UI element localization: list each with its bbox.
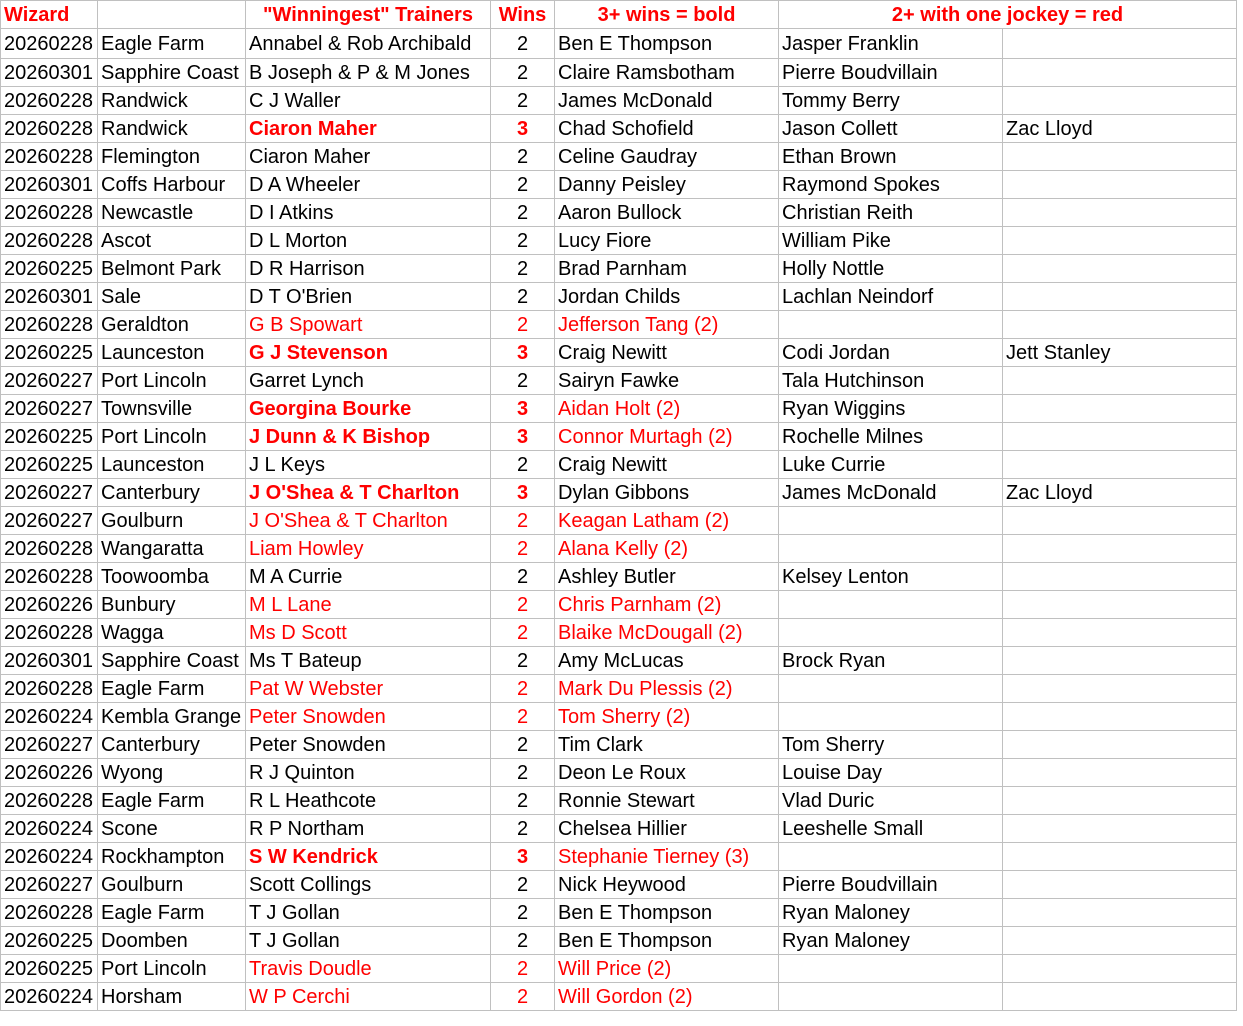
cell-venue[interactable]: Wyong: [98, 759, 246, 787]
cell-trainer[interactable]: J O'Shea & T Charlton: [246, 479, 491, 507]
cell-trainer[interactable]: Liam Howley: [246, 535, 491, 563]
cell-jockey-3[interactable]: [1003, 59, 1237, 87]
cell-jockey-3[interactable]: Zac Lloyd: [1003, 115, 1237, 143]
cell-venue[interactable]: Belmont Park: [98, 255, 246, 283]
cell-jockey-1[interactable]: Chris Parnham (2): [555, 591, 779, 619]
cell-jockey-1[interactable]: Tom Sherry (2): [555, 703, 779, 731]
cell-date[interactable]: 20260301: [1, 59, 98, 87]
cell-jockey-3[interactable]: [1003, 395, 1237, 423]
table-row: [1, 199, 1237, 227]
cell-jockey-1[interactable]: Alana Kelly (2): [555, 535, 779, 563]
cell-wins[interactable]: 2: [491, 171, 555, 199]
cell-trainer[interactable]: S W Kendrick: [246, 843, 491, 871]
cell-wins[interactable]: 2: [491, 563, 555, 591]
cell-venue[interactable]: Randwick: [98, 87, 246, 115]
table-row: [1, 507, 1237, 535]
header-wizard[interactable]: Wizard: [1, 1, 98, 29]
cell-jockey-3[interactable]: [1003, 171, 1237, 199]
cell-venue[interactable]: Launceston: [98, 451, 246, 479]
cell-jockey-3[interactable]: [1003, 815, 1237, 843]
cell-venue[interactable]: Flemington: [98, 143, 246, 171]
cell-jockey-2[interactable]: Ethan Brown: [779, 143, 1003, 171]
cell-wins[interactable]: 2: [491, 703, 555, 731]
cell-date[interactable]: 20260228: [1, 619, 98, 647]
cell-date[interactable]: 20260301: [1, 647, 98, 675]
cell-venue[interactable]: Newcastle: [98, 199, 246, 227]
cell-jockey-2[interactable]: [779, 507, 1003, 535]
cell-jockey-2[interactable]: [779, 591, 1003, 619]
header-bold-rule[interactable]: 3+ wins = bold: [555, 1, 779, 29]
cell-jockey-1[interactable]: Ben E Thompson: [555, 927, 779, 955]
cell-date[interactable]: 20260228: [1, 787, 98, 815]
cell-jockey-2[interactable]: [779, 983, 1003, 1011]
cell-date[interactable]: 20260301: [1, 283, 98, 311]
table-row: [1, 759, 1237, 787]
header-wins[interactable]: Wins: [491, 1, 555, 29]
cell-trainer[interactable]: Peter Snowden: [246, 703, 491, 731]
cell-jockey-1[interactable]: Ronnie Stewart: [555, 787, 779, 815]
cell-venue[interactable]: Sapphire Coast: [98, 647, 246, 675]
table-row: [1, 955, 1237, 983]
table-row: [1, 843, 1237, 871]
cell-jockey-1[interactable]: Brad Parnham: [555, 255, 779, 283]
cell-jockey-2[interactable]: Jason Collett: [779, 115, 1003, 143]
cell-jockey-1[interactable]: Will Price (2): [555, 955, 779, 983]
table-row: [1, 787, 1237, 815]
table-row: [1, 563, 1237, 591]
cell-jockey-1[interactable]: Keagan Latham (2): [555, 507, 779, 535]
table-row: [1, 479, 1237, 507]
table-row: [1, 143, 1237, 171]
header-venue[interactable]: [98, 1, 246, 29]
cell-date[interactable]: 20260228: [1, 535, 98, 563]
cell-jockey-1[interactable]: Craig Newitt: [555, 451, 779, 479]
cell-jockey-2[interactable]: Pierre Boudvillain: [779, 59, 1003, 87]
cell-date[interactable]: 20260301: [1, 171, 98, 199]
cell-jockey-1[interactable]: Ashley Butler: [555, 563, 779, 591]
cell-date[interactable]: 20260225: [1, 255, 98, 283]
cell-trainer[interactable]: Ciaron Maher: [246, 143, 491, 171]
table-row: [1, 451, 1237, 479]
cell-trainer[interactable]: J L Keys: [246, 451, 491, 479]
cell-jockey-2[interactable]: [779, 703, 1003, 731]
cell-wins[interactable]: 3: [491, 423, 555, 451]
table-row: [1, 535, 1237, 563]
cell-jockey-2[interactable]: Vlad Duric: [779, 787, 1003, 815]
cell-jockey-3[interactable]: [1003, 199, 1237, 227]
table-row: [1, 983, 1237, 1011]
table-row: [1, 87, 1237, 115]
cell-wins[interactable]: 2: [491, 227, 555, 255]
cell-jockey-2[interactable]: Tala Hutchinson: [779, 367, 1003, 395]
cell-date[interactable]: 20260224: [1, 815, 98, 843]
cell-jockey-3[interactable]: [1003, 955, 1237, 983]
cell-jockey-3[interactable]: [1003, 87, 1237, 115]
cell-trainer[interactable]: J O'Shea & T Charlton: [246, 507, 491, 535]
cell-jockey-3[interactable]: [1003, 871, 1237, 899]
cell-wins[interactable]: 2: [491, 983, 555, 1011]
cell-jockey-3[interactable]: [1003, 899, 1237, 927]
cell-trainer[interactable]: D I Atkins: [246, 199, 491, 227]
cell-date[interactable]: 20260225: [1, 955, 98, 983]
cell-jockey-3[interactable]: [1003, 675, 1237, 703]
table-row: [1, 899, 1237, 927]
cell-jockey-3[interactable]: [1003, 927, 1237, 955]
cell-jockey-1[interactable]: Stephanie Tierney (3): [555, 843, 779, 871]
cell-jockey-1[interactable]: Aidan Holt (2): [555, 395, 779, 423]
cell-jockey-1[interactable]: Jefferson Tang (2): [555, 311, 779, 339]
cell-wins[interactable]: 2: [491, 311, 555, 339]
cell-venue[interactable]: Port Lincoln: [98, 955, 246, 983]
cell-trainer[interactable]: Peter Snowden: [246, 731, 491, 759]
cell-trainer[interactable]: D A Wheeler: [246, 171, 491, 199]
cell-jockey-3[interactable]: [1003, 283, 1237, 311]
cell-venue[interactable]: Eagle Farm: [98, 899, 246, 927]
table-row: [1, 339, 1237, 367]
cell-wins[interactable]: 2: [491, 759, 555, 787]
cell-wins[interactable]: 2: [491, 955, 555, 983]
cell-jockey-1[interactable]: James McDonald: [555, 87, 779, 115]
cell-date[interactable]: 20260225: [1, 339, 98, 367]
cell-jockey-3[interactable]: [1003, 787, 1237, 815]
cell-venue[interactable]: Canterbury: [98, 731, 246, 759]
cell-trainer[interactable]: G J Stevenson: [246, 339, 491, 367]
cell-wins[interactable]: 2: [491, 815, 555, 843]
cell-date[interactable]: 20260228: [1, 227, 98, 255]
cell-wins[interactable]: 3: [491, 339, 555, 367]
cell-wins[interactable]: 2: [491, 59, 555, 87]
cell-venue[interactable]: Port Lincoln: [98, 423, 246, 451]
cell-trainer[interactable]: D L Morton: [246, 227, 491, 255]
cell-date[interactable]: 20260228: [1, 115, 98, 143]
cell-jockey-2[interactable]: [779, 955, 1003, 983]
cell-jockey-3[interactable]: [1003, 507, 1237, 535]
cell-date[interactable]: 20260226: [1, 759, 98, 787]
cell-jockey-2[interactable]: Luke Currie: [779, 451, 1003, 479]
cell-jockey-2[interactable]: Tom Sherry: [779, 731, 1003, 759]
cell-venue[interactable]: Doomben: [98, 927, 246, 955]
cell-jockey-2[interactable]: Lachlan Neindorf: [779, 283, 1003, 311]
header-row: [1, 1, 1237, 29]
cell-date[interactable]: 20260225: [1, 423, 98, 451]
cell-venue[interactable]: Wagga: [98, 619, 246, 647]
cell-trainer[interactable]: R P Northam: [246, 815, 491, 843]
cell-date[interactable]: 20260226: [1, 591, 98, 619]
cell-venue[interactable]: Toowoomba: [98, 563, 246, 591]
cell-trainer[interactable]: Pat W Webster: [246, 675, 491, 703]
table-row: [1, 815, 1237, 843]
cell-wins[interactable]: 3: [491, 395, 555, 423]
table-row: [1, 675, 1237, 703]
cell-jockey-3[interactable]: [1003, 143, 1237, 171]
cell-wins[interactable]: 2: [491, 507, 555, 535]
cell-trainer[interactable]: Scott Collings: [246, 871, 491, 899]
cell-trainer[interactable]: R J Quinton: [246, 759, 491, 787]
cell-jockey-2[interactable]: Brock Ryan: [779, 647, 1003, 675]
cell-trainer[interactable]: C J Waller: [246, 87, 491, 115]
cell-venue[interactable]: Canterbury: [98, 479, 246, 507]
cell-jockey-3[interactable]: Jett Stanley: [1003, 339, 1237, 367]
cell-jockey-3[interactable]: [1003, 591, 1237, 619]
cell-date[interactable]: 20260227: [1, 367, 98, 395]
cell-jockey-2[interactable]: Christian Reith: [779, 199, 1003, 227]
cell-wins[interactable]: 2: [491, 675, 555, 703]
table-row: [1, 423, 1237, 451]
table-row: [1, 311, 1237, 339]
cell-wins[interactable]: 2: [491, 871, 555, 899]
cell-jockey-3[interactable]: [1003, 703, 1237, 731]
cell-venue[interactable]: Sapphire Coast: [98, 59, 246, 87]
table-row: [1, 619, 1237, 647]
cell-jockey-2[interactable]: Holly Nottle: [779, 255, 1003, 283]
cell-date[interactable]: 20260227: [1, 395, 98, 423]
cell-jockey-2[interactable]: Pierre Boudvillain: [779, 871, 1003, 899]
cell-date[interactable]: 20260227: [1, 479, 98, 507]
table-row: [1, 59, 1237, 87]
cell-date[interactable]: 20260228: [1, 311, 98, 339]
cell-date[interactable]: 20260228: [1, 199, 98, 227]
cell-venue[interactable]: Rockhampton: [98, 843, 246, 871]
cell-jockey-2[interactable]: Tommy Berry: [779, 87, 1003, 115]
cell-jockey-2[interactable]: Ryan Maloney: [779, 927, 1003, 955]
cell-jockey-3[interactable]: [1003, 759, 1237, 787]
cell-venue[interactable]: Bunbury: [98, 591, 246, 619]
cell-venue[interactable]: Scone: [98, 815, 246, 843]
cell-jockey-2[interactable]: Kelsey Lenton: [779, 563, 1003, 591]
header-trainers[interactable]: "Winningest" Trainers: [246, 1, 491, 29]
cell-trainer[interactable]: Garret Lynch: [246, 367, 491, 395]
cell-wins[interactable]: 2: [491, 283, 555, 311]
cell-jockey-2[interactable]: Ryan Wiggins: [779, 395, 1003, 423]
cell-trainer[interactable]: D T O'Brien: [246, 283, 491, 311]
cell-wins[interactable]: 3: [491, 843, 555, 871]
cell-trainer[interactable]: T J Gollan: [246, 927, 491, 955]
cell-jockey-1[interactable]: Celine Gaudray: [555, 143, 779, 171]
table-row: [1, 703, 1237, 731]
cell-trainer[interactable]: Georgina Bourke: [246, 395, 491, 423]
cell-jockey-2[interactable]: James McDonald: [779, 479, 1003, 507]
cell-wins[interactable]: 2: [491, 647, 555, 675]
cell-jockey-2[interactable]: Rochelle Milnes: [779, 423, 1003, 451]
cell-venue[interactable]: Coffs Harbour: [98, 171, 246, 199]
cell-jockey-2[interactable]: [779, 843, 1003, 871]
cell-jockey-3[interactable]: [1003, 535, 1237, 563]
table-row: [1, 395, 1237, 423]
cell-jockey-1[interactable]: Chelsea Hillier: [555, 815, 779, 843]
cell-jockey-1[interactable]: Sairyn Fawke: [555, 367, 779, 395]
table-row: [1, 29, 1237, 59]
cell-jockey-3[interactable]: [1003, 255, 1237, 283]
cell-venue[interactable]: Goulburn: [98, 871, 246, 899]
cell-jockey-2[interactable]: [779, 619, 1003, 647]
cell-jockey-2[interactable]: [779, 535, 1003, 563]
cell-trainer[interactable]: B Joseph & P & M Jones: [246, 59, 491, 87]
cell-jockey-1[interactable]: Craig Newitt: [555, 339, 779, 367]
cell-wins[interactable]: 2: [491, 731, 555, 759]
table-row: [1, 647, 1237, 675]
cell-jockey-3[interactable]: [1003, 227, 1237, 255]
cell-venue[interactable]: Geraldton: [98, 311, 246, 339]
cell-trainer[interactable]: Annabel & Rob Archibald: [246, 29, 491, 59]
cell-venue[interactable]: Wangaratta: [98, 535, 246, 563]
cell-trainer[interactable]: R L Heathcote: [246, 787, 491, 815]
cell-jockey-3[interactable]: [1003, 731, 1237, 759]
cell-jockey-1[interactable]: Ben E Thompson: [555, 29, 779, 59]
cell-trainer[interactable]: Ms T Bateup: [246, 647, 491, 675]
table-row: [1, 927, 1237, 955]
cell-wins[interactable]: 2: [491, 451, 555, 479]
cell-jockey-1[interactable]: Ben E Thompson: [555, 899, 779, 927]
table-row: [1, 283, 1237, 311]
cell-jockey-3[interactable]: [1003, 619, 1237, 647]
cell-venue[interactable]: Townsville: [98, 395, 246, 423]
table-body: [1, 29, 1237, 1011]
table-row: [1, 115, 1237, 143]
cell-jockey-3[interactable]: [1003, 563, 1237, 591]
cell-trainer[interactable]: W P Cerchi: [246, 983, 491, 1011]
cell-jockey-2[interactable]: [779, 675, 1003, 703]
cell-trainer[interactable]: M L Lane: [246, 591, 491, 619]
cell-jockey-2[interactable]: Jasper Franklin: [779, 29, 1003, 59]
cell-trainer[interactable]: Ciaron Maher: [246, 115, 491, 143]
table-row: [1, 871, 1237, 899]
cell-date[interactable]: 20260227: [1, 871, 98, 899]
cell-trainer[interactable]: G B Spowart: [246, 311, 491, 339]
cell-wins[interactable]: 2: [491, 367, 555, 395]
cell-venue[interactable]: Goulburn: [98, 507, 246, 535]
cell-date[interactable]: 20260228: [1, 899, 98, 927]
cell-wins[interactable]: 2: [491, 29, 555, 59]
table-row: [1, 255, 1237, 283]
cell-jockey-2[interactable]: [779, 311, 1003, 339]
cell-jockey-2[interactable]: Louise Day: [779, 759, 1003, 787]
cell-date[interactable]: 20260228: [1, 29, 98, 59]
cell-wins[interactable]: 2: [491, 535, 555, 563]
cell-jockey-2[interactable]: William Pike: [779, 227, 1003, 255]
cell-date[interactable]: 20260224: [1, 843, 98, 871]
cell-date[interactable]: 20260225: [1, 927, 98, 955]
cell-jockey-3[interactable]: [1003, 843, 1237, 871]
cell-jockey-3[interactable]: [1003, 29, 1237, 59]
cell-date[interactable]: 20260228: [1, 143, 98, 171]
cell-jockey-1[interactable]: Jordan Childs: [555, 283, 779, 311]
table-row: [1, 591, 1237, 619]
cell-jockey-1[interactable]: Dylan Gibbons: [555, 479, 779, 507]
cell-jockey-1[interactable]: Deon Le Roux: [555, 759, 779, 787]
cell-trainer[interactable]: T J Gollan: [246, 899, 491, 927]
table-row: [1, 367, 1237, 395]
cell-venue[interactable]: Eagle Farm: [98, 29, 246, 59]
cell-venue[interactable]: Eagle Farm: [98, 675, 246, 703]
cell-wins[interactable]: 3: [491, 479, 555, 507]
cell-jockey-1[interactable]: Aaron Bullock: [555, 199, 779, 227]
cell-jockey-1[interactable]: Danny Peisley: [555, 171, 779, 199]
cell-jockey-1[interactable]: Claire Ramsbotham: [555, 59, 779, 87]
cell-jockey-2[interactable]: Codi Jordan: [779, 339, 1003, 367]
table-row: [1, 731, 1237, 759]
cell-jockey-3[interactable]: [1003, 367, 1237, 395]
cell-jockey-1[interactable]: Lucy Fiore: [555, 227, 779, 255]
cell-jockey-3[interactable]: [1003, 311, 1237, 339]
cell-jockey-2[interactable]: Ryan Maloney: [779, 899, 1003, 927]
cell-wins[interactable]: 2: [491, 787, 555, 815]
cell-jockey-1[interactable]: Nick Heywood: [555, 871, 779, 899]
cell-wins[interactable]: 2: [491, 255, 555, 283]
cell-wins[interactable]: 2: [491, 927, 555, 955]
cell-jockey-2[interactable]: Raymond Spokes: [779, 171, 1003, 199]
cell-jockey-2[interactable]: Leeshelle Small: [779, 815, 1003, 843]
cell-date[interactable]: 20260228: [1, 563, 98, 591]
cell-date[interactable]: 20260227: [1, 507, 98, 535]
cell-wins[interactable]: 2: [491, 87, 555, 115]
cell-jockey-3[interactable]: [1003, 451, 1237, 479]
cell-venue[interactable]: Horsham: [98, 983, 246, 1011]
cell-venue[interactable]: Ascot: [98, 227, 246, 255]
cell-trainer[interactable]: Ms D Scott: [246, 619, 491, 647]
cell-wins[interactable]: 2: [491, 199, 555, 227]
cell-jockey-3[interactable]: Zac Lloyd: [1003, 479, 1237, 507]
cell-jockey-3[interactable]: [1003, 423, 1237, 451]
cell-wins[interactable]: 2: [491, 619, 555, 647]
cell-wins[interactable]: 2: [491, 899, 555, 927]
cell-date[interactable]: 20260224: [1, 983, 98, 1011]
cell-trainer[interactable]: M A Currie: [246, 563, 491, 591]
cell-venue[interactable]: Launceston: [98, 339, 246, 367]
cell-trainer[interactable]: J Dunn & K Bishop: [246, 423, 491, 451]
table-row: [1, 171, 1237, 199]
cell-jockey-1[interactable]: Chad Schofield: [555, 115, 779, 143]
cell-trainer[interactable]: Travis Doudle: [246, 955, 491, 983]
cell-date[interactable]: 20260227: [1, 731, 98, 759]
cell-date[interactable]: 20260225: [1, 451, 98, 479]
table-row: [1, 227, 1237, 255]
header-red-rule[interactable]: 2+ with one jockey = red: [779, 1, 1237, 29]
cell-venue[interactable]: Kembla Grange: [98, 703, 246, 731]
cell-jockey-3[interactable]: [1003, 647, 1237, 675]
cell-jockey-1[interactable]: Connor Murtagh (2): [555, 423, 779, 451]
cell-wins[interactable]: 2: [491, 591, 555, 619]
cell-trainer[interactable]: D R Harrison: [246, 255, 491, 283]
cell-venue[interactable]: Port Lincoln: [98, 367, 246, 395]
cell-jockey-1[interactable]: Tim Clark: [555, 731, 779, 759]
cell-venue[interactable]: Sale: [98, 283, 246, 311]
cell-jockey-3[interactable]: [1003, 983, 1237, 1011]
cell-jockey-1[interactable]: Will Gordon (2): [555, 983, 779, 1011]
cell-jockey-1[interactable]: Amy McLucas: [555, 647, 779, 675]
cell-date[interactable]: 20260228: [1, 87, 98, 115]
cell-venue[interactable]: Randwick: [98, 115, 246, 143]
cell-jockey-1[interactable]: Mark Du Plessis (2): [555, 675, 779, 703]
cell-wins[interactable]: 2: [491, 143, 555, 171]
cell-venue[interactable]: Eagle Farm: [98, 787, 246, 815]
cell-date[interactable]: 20260228: [1, 675, 98, 703]
cell-wins[interactable]: 3: [491, 115, 555, 143]
cell-date[interactable]: 20260224: [1, 703, 98, 731]
cell-jockey-1[interactable]: Blaike McDougall (2): [555, 619, 779, 647]
